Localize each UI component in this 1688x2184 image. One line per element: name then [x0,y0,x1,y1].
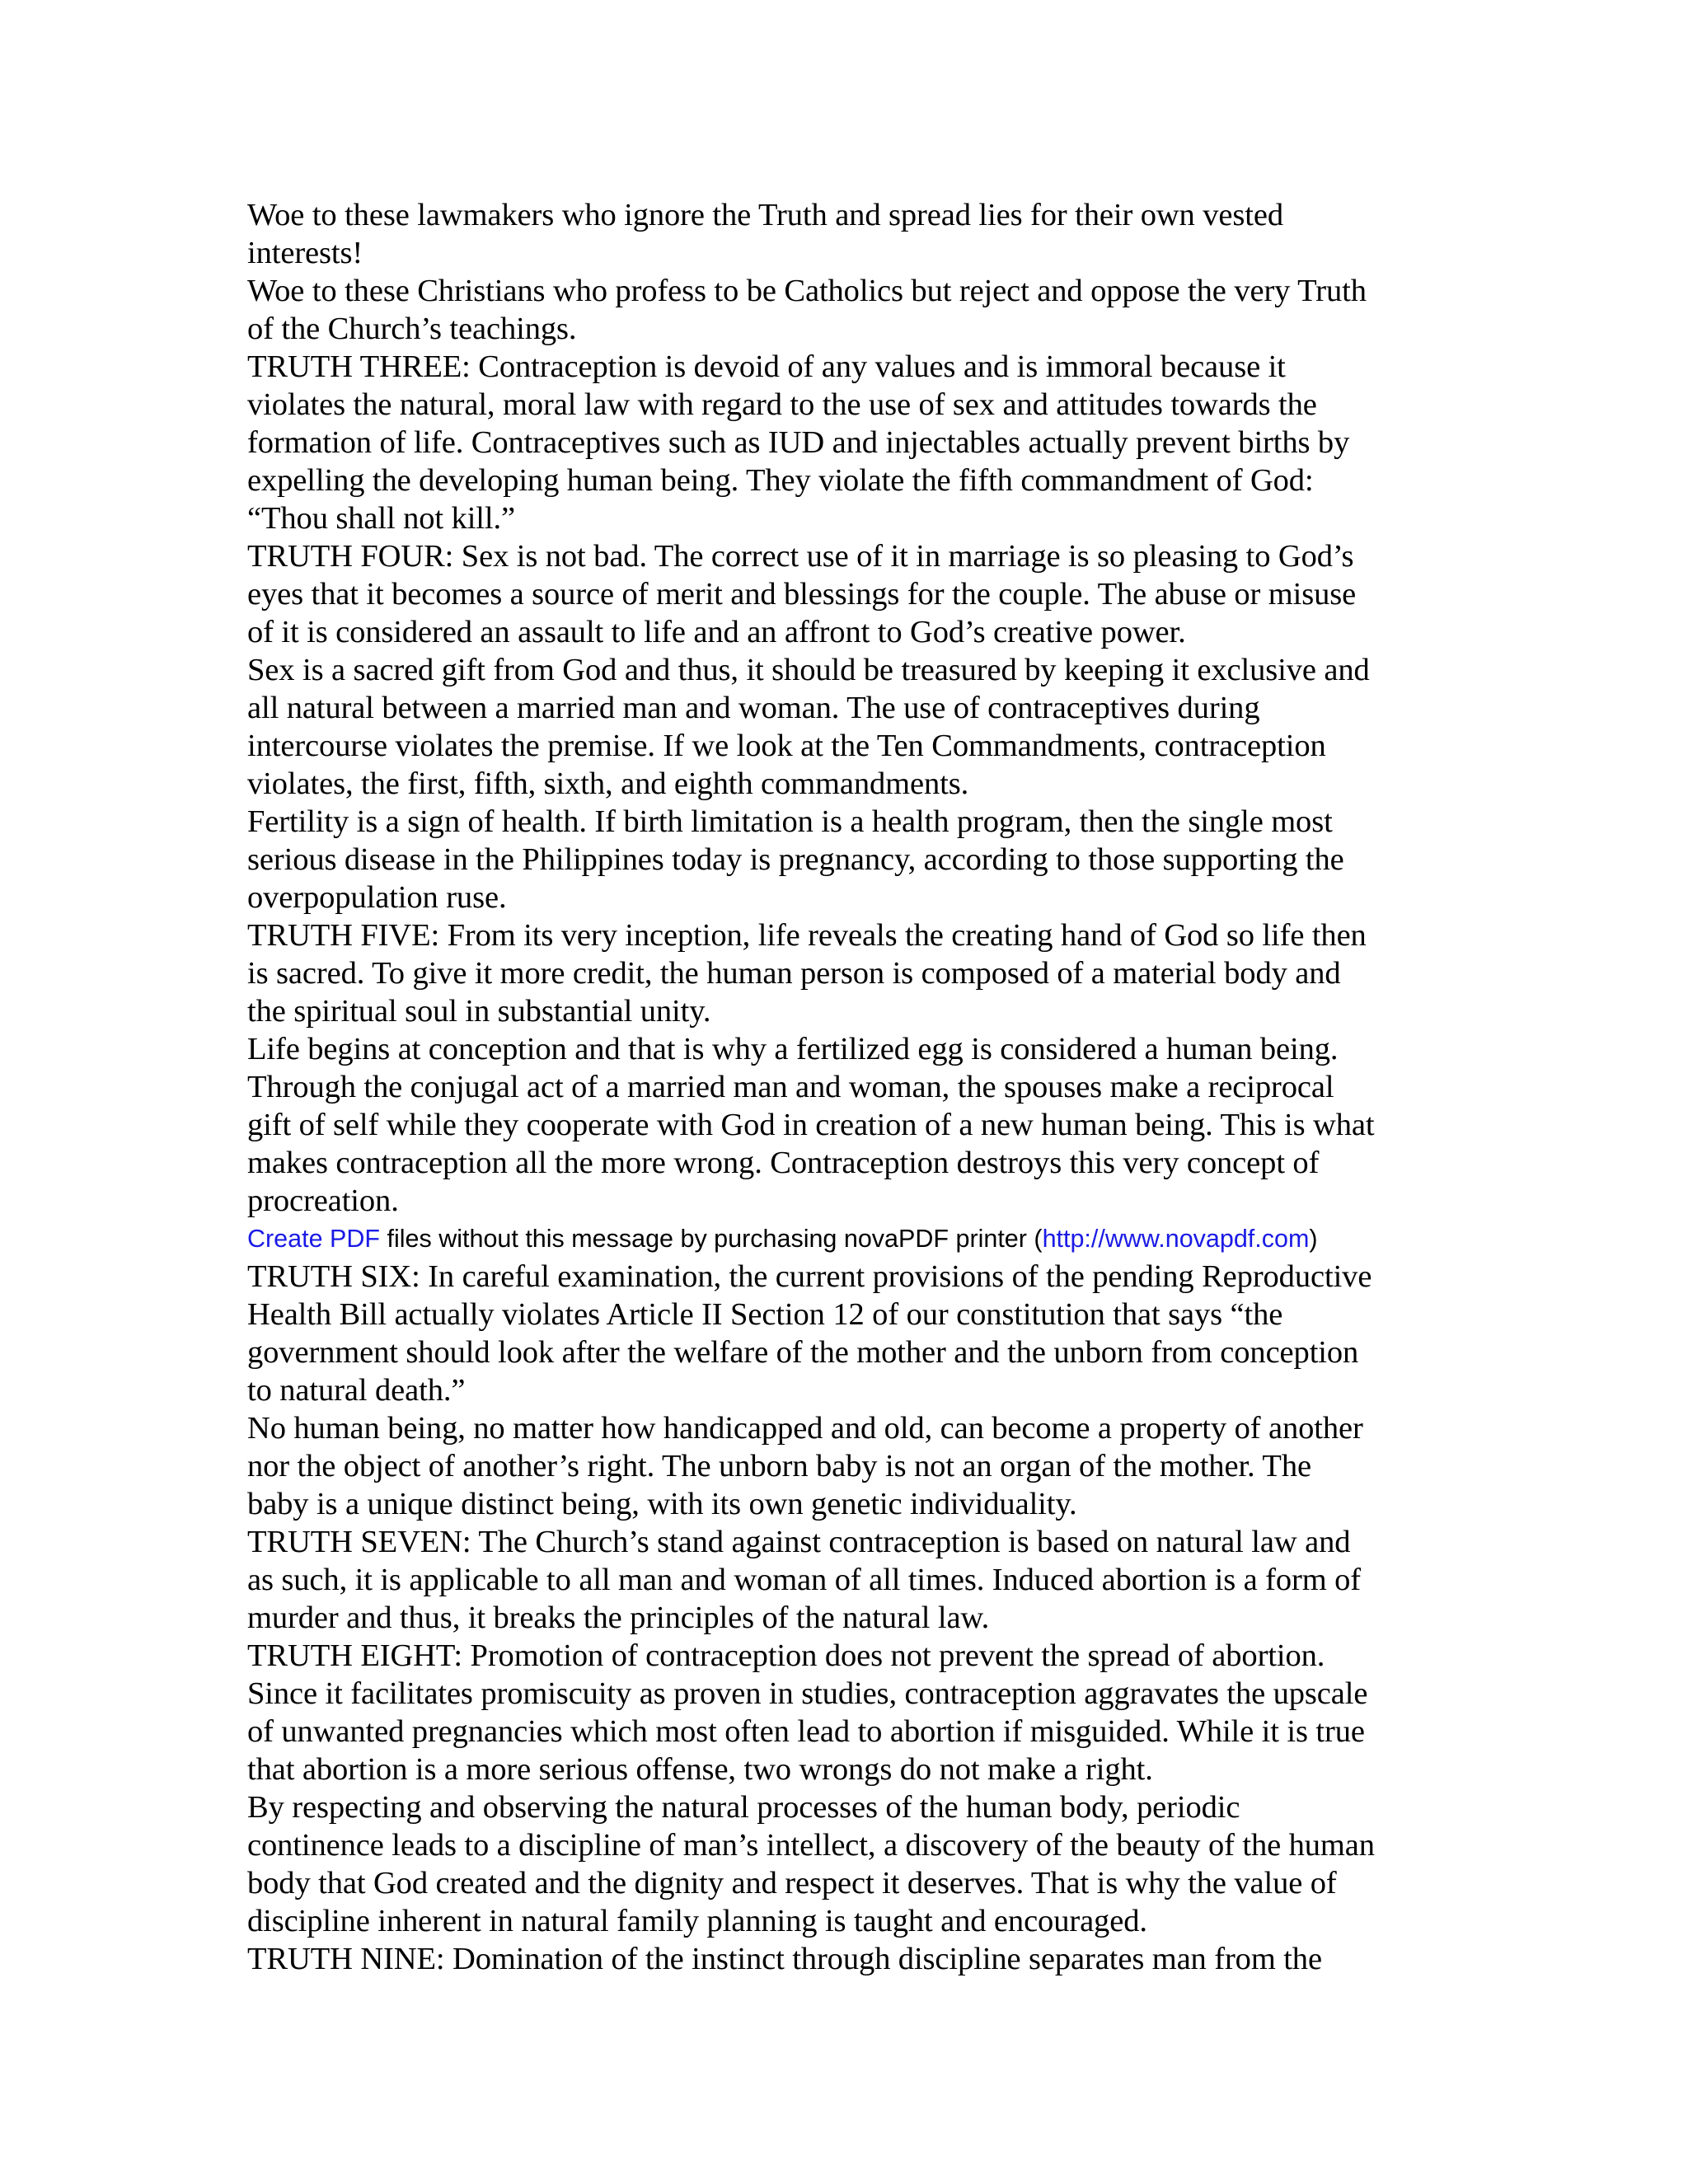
text-line: makes contraception all the more wrong. Contraception destroys this very concept of [247,1146,1320,1180]
text-line: Life begins at conception and that is why a fertilized egg is considered a human being. [247,1032,1339,1066]
text-line: Woe to these Christians who profess to be Catholics but reject and oppose the very Truth [247,274,1367,308]
text-line: that abortion is a more serious offense, two wrongs do not make a right. [247,1752,1153,1787]
text-line: “Thou shall not kill.” [247,501,515,536]
text-line: to natural death.” [247,1373,466,1408]
text-line: of the Church’s teachings. [247,312,577,346]
create-pdf-link[interactable]: Create PDF [247,1225,381,1253]
text-line: nor the object of another’s right. The unborn baby is not an organ of the mother. The [247,1449,1311,1483]
text-line: violates the natural, moral law with regard to the use of sex and attitudes towards the [247,387,1317,422]
text-line: No human being, no matter how handicapped and old, can become a property of another [247,1411,1363,1446]
text-line: Woe to these lawmakers who ignore the Truth and spread lies for their own vested [247,198,1283,232]
text-line: TRUTH NINE: Domination of the instinct through discipline separates man from the [247,1942,1322,1976]
text-line: TRUTH FIVE: From its very inception, life reveals the creating hand of God so life then [247,918,1367,953]
text-line: government should look after the welfare of the mother and the unborn from conception [247,1335,1359,1370]
text-line: murder and thus, it breaks the principles of the natural law. [247,1601,990,1635]
banner-text: files without this message by purchasing novaPDF printer ( [380,1225,1043,1253]
text-line: TRUTH SIX: In careful examination, the current provisions of the pending Reproductive [247,1259,1372,1294]
text-line: TRUTH EIGHT: Promotion of contraception does not prevent the spread of abortion. [247,1638,1325,1673]
text-line: overpopulation ruse. [247,880,507,915]
text-line: all natural between a married man and woman. The use of contraceptives during [247,691,1260,725]
text-line: as such, it is applicable to all man and woman of all times. Induced abortion is a form of [247,1563,1361,1597]
text-line: gift of self while they cooperate with God in creation of a new human being. This is what [247,1108,1375,1142]
text-line: By respecting and observing the natural processes of the human body, periodic [247,1790,1240,1825]
text-line: serious disease in the Philippines today is pregnancy, according to those supporting the [247,842,1344,877]
text-line: TRUTH THREE: Contraception is devoid of any values and is immoral because it [247,349,1286,384]
text-line: Through the conjugal act of a married man and woman, the spouses make a reciprocal [247,1070,1334,1104]
text-line: TRUTH FOUR: Sex is not bad. The correct use of it in marriage is so pleasing to God’s [247,539,1354,574]
text-line: Since it facilitates promiscuity as proven in studies, contraception aggravates the upscale [247,1676,1368,1711]
text-line: continence leads to a discipline of man’s intellect, a discovery of the beauty of the human [247,1828,1375,1863]
text-line: interests! [247,236,363,270]
text-line: is sacred. To give it more credit, the human person is composed of a material body and [247,956,1341,991]
text-line: Fertility is a sign of health. If birth limitation is a health program, then the single most [247,804,1333,839]
text-block-after-banner [247,1258,1451,1978]
novapdf-url-link[interactable]: http://www.novapdf.com [1042,1225,1310,1253]
text-line: of unwanted pregnancies which most often lead to abortion if misguided. While it is true [247,1714,1365,1749]
text-line: TRUTH SEVEN: The Church’s stand against contraception is based on natural law and [247,1525,1351,1559]
text-line: violates, the first, fifth, sixth, and eighth commandments. [247,766,969,801]
text-line: baby is a unique distinct being, with its own genetic individuality. [247,1487,1077,1521]
text-line: procreation. [247,1183,399,1218]
text-line: of it is considered an assault to life and an affront to God’s creative power. [247,615,1186,649]
text-line: expelling the developing human being. They violate the fifth commandment of God: [247,463,1314,498]
text-block-before-banner [247,196,1451,1220]
text-line: eyes that it becomes a source of merit and blessings for the couple. The abuse or misuse [247,577,1357,612]
text-line: intercourse violates the premise. If we look at the Ten Commandments, contraception [247,729,1326,763]
banner-close-paren: ) [1309,1225,1318,1253]
document-body [247,196,1451,1978]
text-line: Sex is a sacred gift from God and thus, it should be treasured by keeping it exclusive and [247,653,1370,687]
text-line: discipline inherent in natural family planning is taught and encouraged. [247,1904,1147,1938]
text-line: body that God created and the dignity and respect it deserves. That is why the value of [247,1866,1337,1900]
text-line: formation of life. Contraceptives such as IUD and injectables actually prevent births by [247,425,1350,460]
text-line: Health Bill actually violates Article II Section 12 of our constitution that says “the [247,1297,1283,1332]
text-line: the spiritual soul in substantial unity. [247,994,711,1029]
novapdf-banner [247,1220,1451,1258]
